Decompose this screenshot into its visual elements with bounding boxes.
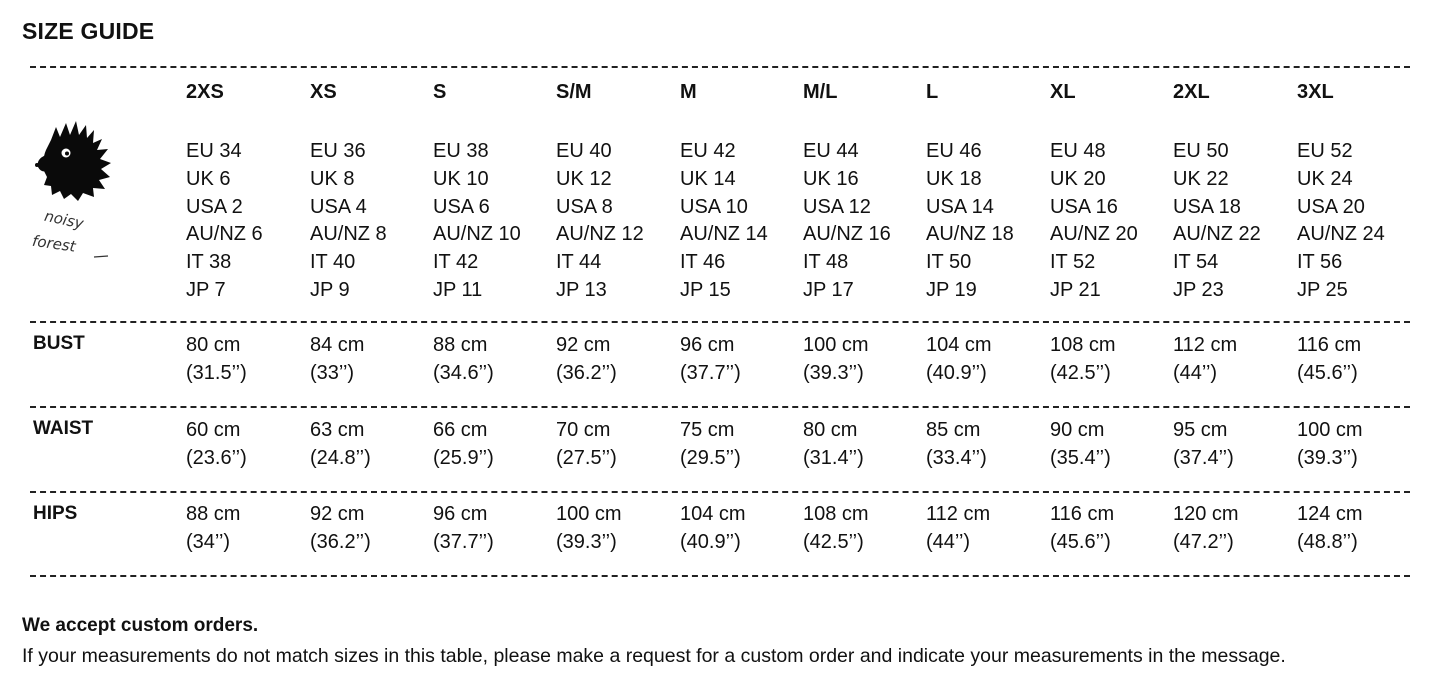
hips-m: 104 cm (40.9’’) <box>680 503 746 553</box>
bust-l: 104 cm (40.9’’) <box>926 334 992 384</box>
usa-size: USA 14 <box>926 195 994 218</box>
eu-size: EU 40 <box>556 140 612 162</box>
hips-s: 96 cm (37.7’’) <box>433 503 494 553</box>
usa-size: USA 12 <box>803 195 871 218</box>
it-size: IT 40 <box>310 251 356 274</box>
it-size: IT 48 <box>803 251 849 274</box>
size-label: 2XL <box>1173 81 1210 103</box>
bust-m: 96 cm (37.7’’) <box>680 334 741 384</box>
hips-2xs: 88 cm (34’’) <box>186 503 241 553</box>
size-label: L <box>926 81 939 103</box>
divider-bust <box>30 321 1410 323</box>
divider-bottom <box>30 575 1410 577</box>
jp-size: JP 11 <box>433 278 483 301</box>
custom-orders-text: If your measurements do not match sizes in this table, please make a request for a custom order and indicate your measurements in the message. <box>22 645 1286 667</box>
eu-size: EU 46 <box>926 140 982 162</box>
size-label: 3XL <box>1297 81 1334 103</box>
bust-s: 88 cm (34.6’’) <box>433 334 494 384</box>
uk-size: UK 18 <box>926 167 982 190</box>
bust-xl: 108 cm (42.5’’) <box>1050 334 1116 384</box>
jp-size: JP 23 <box>1173 278 1224 301</box>
hedgehog-icon <box>35 121 111 201</box>
size-column-s <box>433 78 521 305</box>
custom-orders-heading: We accept custom orders. <box>22 615 259 636</box>
divider-hips <box>30 491 1410 493</box>
aunz-size: AU/NZ 18 <box>926 223 1014 246</box>
usa-size: USA 20 <box>1297 195 1365 218</box>
size-column-l <box>926 78 1014 305</box>
size-conversions <box>556 138 644 305</box>
usa-size: USA 2 <box>186 195 243 218</box>
divider-waist <box>30 406 1410 408</box>
row-label-waist: WAIST <box>33 418 94 439</box>
aunz-size: AU/NZ 22 <box>1173 223 1261 246</box>
usa-size: USA 16 <box>1050 195 1118 218</box>
it-size: IT 52 <box>1050 251 1096 274</box>
uk-size: UK 24 <box>1297 167 1353 190</box>
divider-top <box>30 66 1410 68</box>
waist-2xs: 60 cm (23.6’’) <box>186 419 247 469</box>
size-conversions <box>680 138 768 305</box>
size-label: XS <box>310 81 337 103</box>
aunz-size: AU/NZ 12 <box>556 223 644 246</box>
size-column-m <box>680 78 768 305</box>
size-label: S <box>433 81 447 103</box>
eu-size: EU 44 <box>803 140 859 162</box>
waist-3xl: 100 cm (39.3’’) <box>1297 419 1363 469</box>
hips-3xl: 124 cm (48.8’’) <box>1297 503 1363 553</box>
size-conversions <box>926 138 1014 305</box>
size-column-xl <box>1050 78 1138 305</box>
jp-size: JP 25 <box>1297 278 1348 301</box>
size-column-2xl <box>1173 78 1261 305</box>
it-size: IT 42 <box>433 251 479 274</box>
size-column-xs <box>310 78 387 305</box>
hips-2xl: 120 cm (47.2’’) <box>1173 503 1239 553</box>
usa-size: USA 8 <box>556 195 613 218</box>
eu-size: EU 38 <box>433 140 489 162</box>
eu-size: EU 52 <box>1297 140 1353 162</box>
hips-sm: 100 cm (39.3’’) <box>556 503 622 553</box>
it-size: IT 56 <box>1297 251 1343 274</box>
bust-xs: 84 cm (33’’) <box>310 334 365 384</box>
size-conversions <box>1297 138 1385 305</box>
bust-sm: 92 cm (36.2’’) <box>556 334 617 384</box>
uk-size: UK 8 <box>310 167 355 190</box>
jp-size: JP 19 <box>926 278 977 301</box>
row-label-bust: BUST <box>33 333 85 354</box>
bust-2xs: 80 cm (31.5’’) <box>186 334 247 384</box>
aunz-size: AU/NZ 8 <box>310 223 387 246</box>
usa-size: USA 4 <box>310 195 367 218</box>
size-label: 2XS <box>186 81 224 103</box>
usa-size: USA 6 <box>433 195 490 218</box>
waist-l: 85 cm (33.4’’) <box>926 419 987 469</box>
waist-sm: 70 cm (27.5’’) <box>556 419 617 469</box>
uk-size: UK 10 <box>433 167 489 190</box>
size-conversions <box>1050 138 1138 305</box>
eu-size: EU 48 <box>1050 140 1106 162</box>
size-label: M <box>680 81 697 103</box>
row-label-hips: HIPS <box>33 503 78 524</box>
bust-2xl: 112 cm (44’’) <box>1173 334 1238 384</box>
size-column-ml <box>803 78 891 305</box>
page-title: SIZE GUIDE <box>22 18 155 44</box>
usa-size: USA 10 <box>680 195 748 218</box>
uk-size: UK 12 <box>556 167 612 190</box>
waist-s: 66 cm (25.9’’) <box>433 419 494 469</box>
waist-xl: 90 cm (35.4’’) <box>1050 419 1111 469</box>
bust-ml: 100 cm (39.3’’) <box>803 334 869 384</box>
size-column-sm <box>556 78 644 305</box>
size-conversions <box>186 138 263 305</box>
size-label: S/M <box>556 81 592 103</box>
it-size: IT 38 <box>186 251 232 274</box>
hips-ml: 108 cm (42.5’’) <box>803 503 869 553</box>
waist-2xl: 95 cm (37.4’’) <box>1173 419 1234 469</box>
jp-size: JP 7 <box>186 278 226 301</box>
hips-l: 112 cm (44’’) <box>926 503 991 553</box>
eu-size: EU 50 <box>1173 140 1229 162</box>
aunz-size: AU/NZ 16 <box>803 223 891 246</box>
it-size: IT 44 <box>556 251 602 274</box>
it-size: IT 46 <box>680 251 726 274</box>
size-conversions <box>310 138 387 305</box>
it-size: IT 50 <box>926 251 972 274</box>
aunz-size: AU/NZ 24 <box>1297 223 1385 246</box>
waist-m: 75 cm (29.5’’) <box>680 419 741 469</box>
it-size: IT 54 <box>1173 251 1219 274</box>
eu-size: EU 34 <box>186 140 242 162</box>
size-conversions <box>803 138 891 305</box>
waist-ml: 80 cm (31.4’’) <box>803 419 864 469</box>
jp-size: JP 17 <box>803 278 854 301</box>
aunz-size: AU/NZ 10 <box>433 223 521 246</box>
size-conversions <box>433 138 521 305</box>
uk-size: UK 6 <box>186 167 231 190</box>
uk-size: UK 22 <box>1173 167 1229 190</box>
hedgehog-logo <box>26 115 126 265</box>
logo-text-noisy: noisy <box>42 206 86 233</box>
uk-size: UK 16 <box>803 167 859 190</box>
size-conversions <box>1173 138 1261 305</box>
bust-3xl: 116 cm (45.6’’) <box>1297 334 1362 384</box>
jp-size: JP 9 <box>310 278 350 301</box>
logo-text-forest: forest <box>31 231 77 256</box>
jp-size: JP 15 <box>680 278 731 301</box>
hips-xl: 116 cm (45.6’’) <box>1050 503 1115 553</box>
hips-xs: 92 cm (36.2’’) <box>310 503 371 553</box>
uk-size: UK 14 <box>680 167 736 190</box>
aunz-size: AU/NZ 6 <box>186 223 263 246</box>
usa-size: USA 18 <box>1173 195 1241 218</box>
size-label: XL <box>1050 81 1076 103</box>
jp-size: JP 13 <box>556 278 607 301</box>
waist-xs: 63 cm (24.8’’) <box>310 419 371 469</box>
size-column-3xl <box>1297 78 1385 305</box>
jp-size: JP 21 <box>1050 278 1101 301</box>
aunz-size: AU/NZ 14 <box>680 223 768 246</box>
size-label: M/L <box>803 81 838 103</box>
eu-size: EU 42 <box>680 140 736 162</box>
size-column-2xs <box>186 78 263 305</box>
aunz-size: AU/NZ 20 <box>1050 223 1138 246</box>
uk-size: UK 20 <box>1050 167 1106 190</box>
eu-size: EU 36 <box>310 140 366 162</box>
